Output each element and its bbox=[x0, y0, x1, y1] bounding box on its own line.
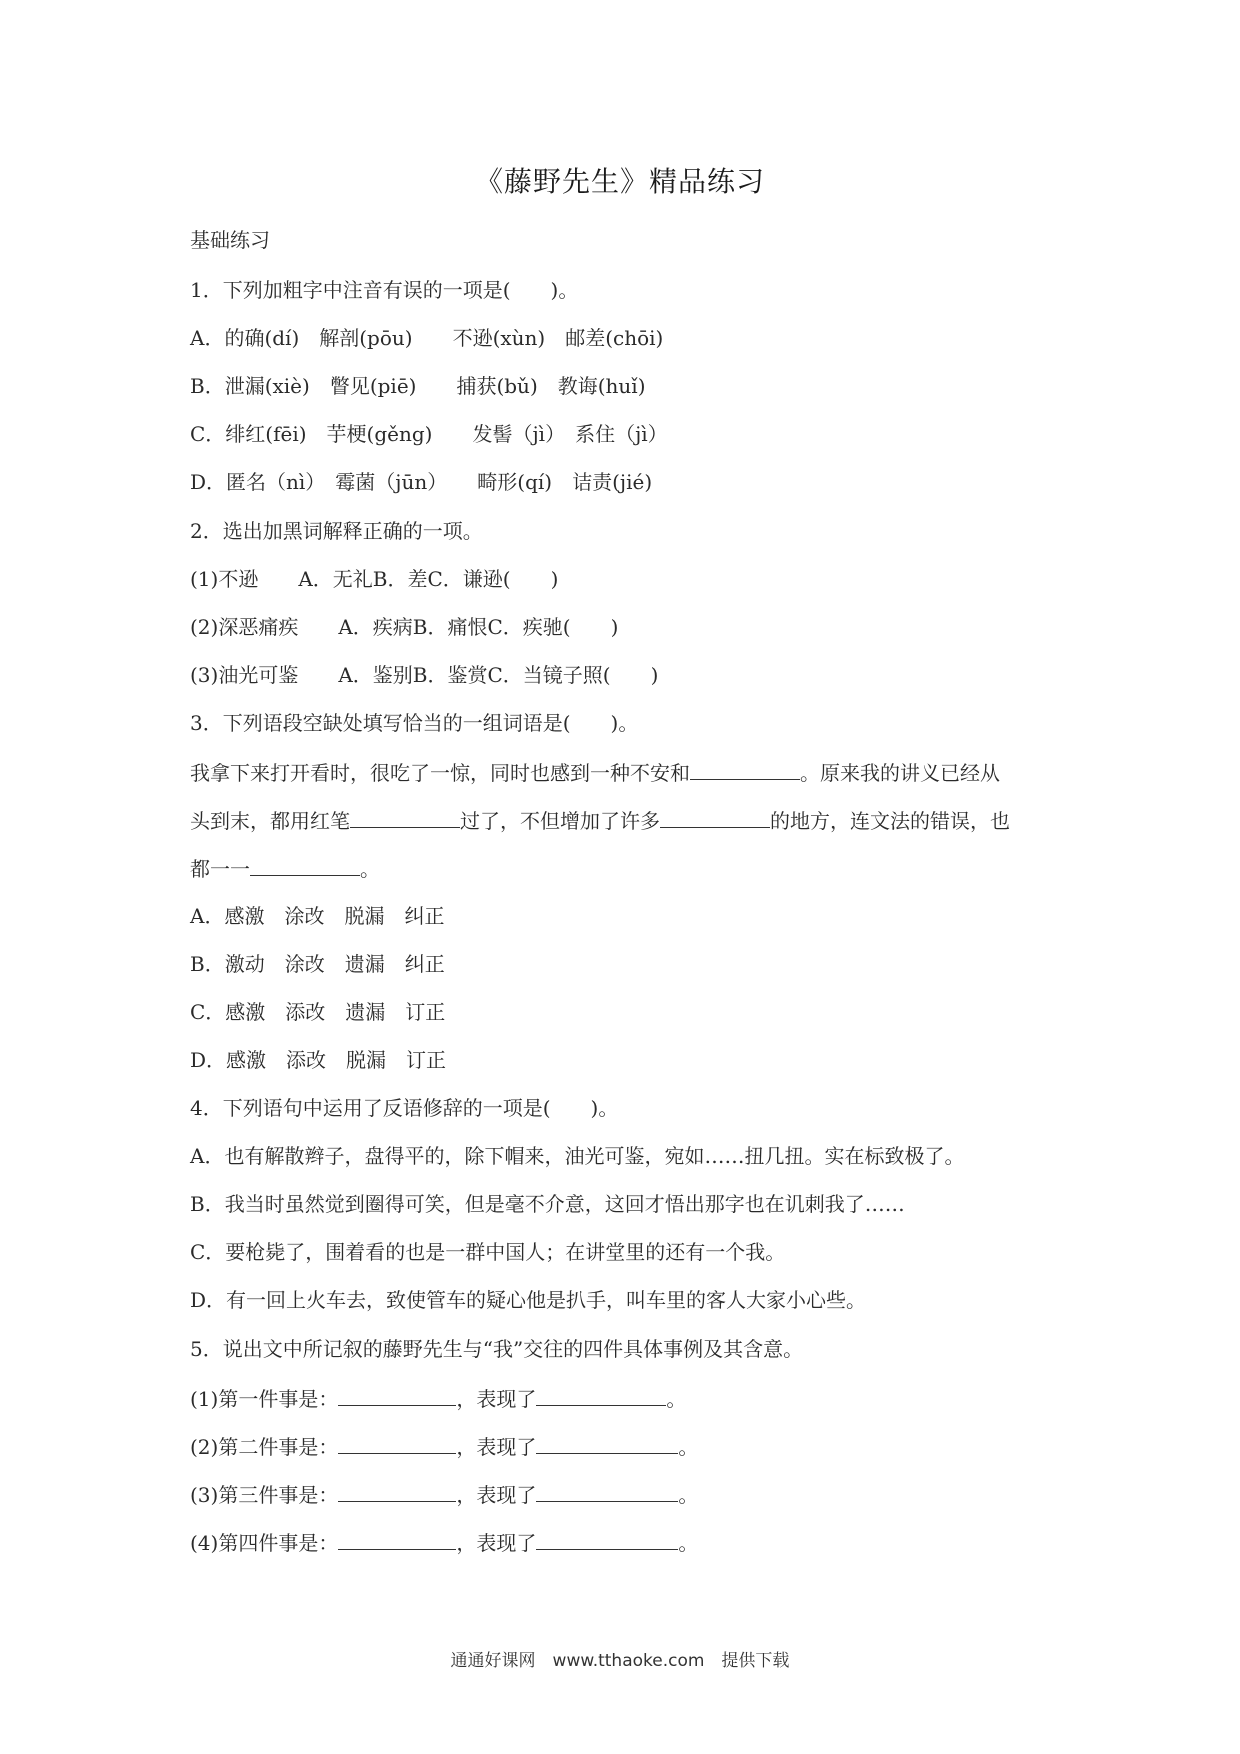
question-3-passage-line-1 bbox=[190, 757, 1000, 787]
fill-blank-4[interactable] bbox=[250, 853, 360, 876]
question-1-option-d: D．匿名（nì） 霉菌（jūn） 畸形(qí) 诘责(jié) bbox=[190, 470, 653, 494]
fill-blank-event[interactable] bbox=[338, 1383, 456, 1406]
question-5-stem: 5．说出文中所记叙的藤野先生与“我”交往的四件具体事例及其含意。 bbox=[190, 1337, 804, 1361]
question-1-option-a: A．的确(dí) 解剖(pōu) 不逊(xùn) 邮差(chōi) bbox=[190, 326, 664, 350]
question-2-item-2: (2)深恶痛疾 A．疾病B．痛恨C．疾驰( ) bbox=[190, 615, 619, 639]
item-label: (3)第三件事是： bbox=[190, 1483, 339, 1507]
item-mid: ，表现了 bbox=[456, 1387, 537, 1411]
question-5-item bbox=[190, 1383, 686, 1413]
question-5-item bbox=[190, 1479, 698, 1509]
question-5-item bbox=[190, 1527, 698, 1557]
question-2-item-3: (3)油光可鉴 A．鉴别B．鉴赏C．当镜子照( ) bbox=[190, 663, 659, 687]
page-title: 《藤野先生》精品练习 bbox=[474, 165, 765, 198]
item-mid: ，表现了 bbox=[456, 1531, 537, 1555]
fill-blank-meaning[interactable] bbox=[536, 1479, 678, 1502]
question-4-option-a: A．也有解散辫子，盘得平的，除下帽来，油光可鉴，宛如……扭几扭。实在标致极了。 bbox=[190, 1144, 965, 1168]
fill-blank-event[interactable] bbox=[338, 1431, 456, 1454]
question-1-stem: 1．下列加粗字中注音有误的一项是( )。 bbox=[190, 278, 579, 302]
item-label: (4)第四件事是： bbox=[190, 1531, 339, 1555]
question-2-stem: 2．选出加黑词解释正确的一项。 bbox=[190, 519, 483, 543]
question-1-option-b: B．泄漏(xiè) 瞥见(piē) 捕获(bǔ) 教诲(huǐ) bbox=[190, 374, 646, 398]
passage-text: 过了，不但增加了许多 bbox=[460, 809, 660, 833]
question-3-passage-line-3 bbox=[190, 853, 380, 883]
question-4-option-b: B．我当时虽然觉到圈得可笑，但是毫不介意，这回才悟出那字也在讥刺我了…… bbox=[190, 1192, 905, 1216]
question-4-stem: 4．下列语句中运用了反语修辞的一项是( )。 bbox=[190, 1096, 619, 1120]
section-heading: 基础练习 bbox=[190, 228, 270, 252]
passage-text: 。原来我的讲义已经从 bbox=[800, 761, 1000, 785]
item-end: 。 bbox=[666, 1387, 687, 1411]
item-label: (2)第二件事是： bbox=[190, 1435, 339, 1459]
fill-blank-meaning[interactable] bbox=[536, 1383, 666, 1406]
fill-blank-3[interactable] bbox=[660, 805, 770, 828]
question-3-option-a: A．感激 涂改 脱漏 纠正 bbox=[190, 904, 445, 928]
page-footer: 通通好课网 www.tthaoke.com 提供下载 bbox=[450, 1651, 790, 1671]
question-4-option-d: D．有一回上火车去，致使管车的疑心他是扒手，叫车里的客人大家小心些。 bbox=[190, 1288, 867, 1312]
question-3-option-b: B．激动 涂改 遗漏 纠正 bbox=[190, 952, 445, 976]
fill-blank-event[interactable] bbox=[338, 1479, 456, 1502]
item-end: 。 bbox=[678, 1531, 699, 1555]
passage-text: 都一一 bbox=[190, 857, 250, 881]
item-label: (1)第一件事是： bbox=[190, 1387, 339, 1411]
question-3-option-d: D．感激 添改 脱漏 订正 bbox=[190, 1048, 447, 1072]
fill-blank-1[interactable] bbox=[690, 757, 800, 780]
passage-text: 的地方，连文法的错误，也 bbox=[770, 809, 1010, 833]
fill-blank-event[interactable] bbox=[338, 1527, 456, 1550]
fill-blank-meaning[interactable] bbox=[536, 1527, 678, 1550]
passage-text: 我拿下来打开看时，很吃了一惊，同时也感到一种不安和 bbox=[190, 761, 690, 785]
question-4-option-c: C．要枪毙了，围着看的也是一群中国人；在讲堂里的还有一个我。 bbox=[190, 1240, 786, 1264]
passage-text: 头到末，都用红笔 bbox=[190, 809, 350, 833]
question-1-option-c: C．绯红(fēi) 芋梗(gěng) 发髻（jì） 系住（jì） bbox=[190, 422, 668, 446]
question-3-option-c: C．感激 添改 遗漏 订正 bbox=[190, 1000, 446, 1024]
question-3-passage-line-2 bbox=[190, 805, 1010, 835]
question-3-stem: 3．下列语段空缺处填写恰当的一组词语是( )。 bbox=[190, 711, 639, 735]
item-mid: ，表现了 bbox=[456, 1483, 537, 1507]
question-5-item bbox=[190, 1431, 698, 1461]
fill-blank-meaning[interactable] bbox=[536, 1431, 678, 1454]
fill-blank-2[interactable] bbox=[350, 805, 460, 828]
passage-text: 。 bbox=[360, 857, 380, 881]
question-2-item-1: (1)不逊 A．无礼B．差C．谦逊( ) bbox=[190, 567, 559, 591]
item-end: 。 bbox=[678, 1435, 699, 1459]
item-mid: ，表现了 bbox=[456, 1435, 537, 1459]
item-end: 。 bbox=[678, 1483, 699, 1507]
